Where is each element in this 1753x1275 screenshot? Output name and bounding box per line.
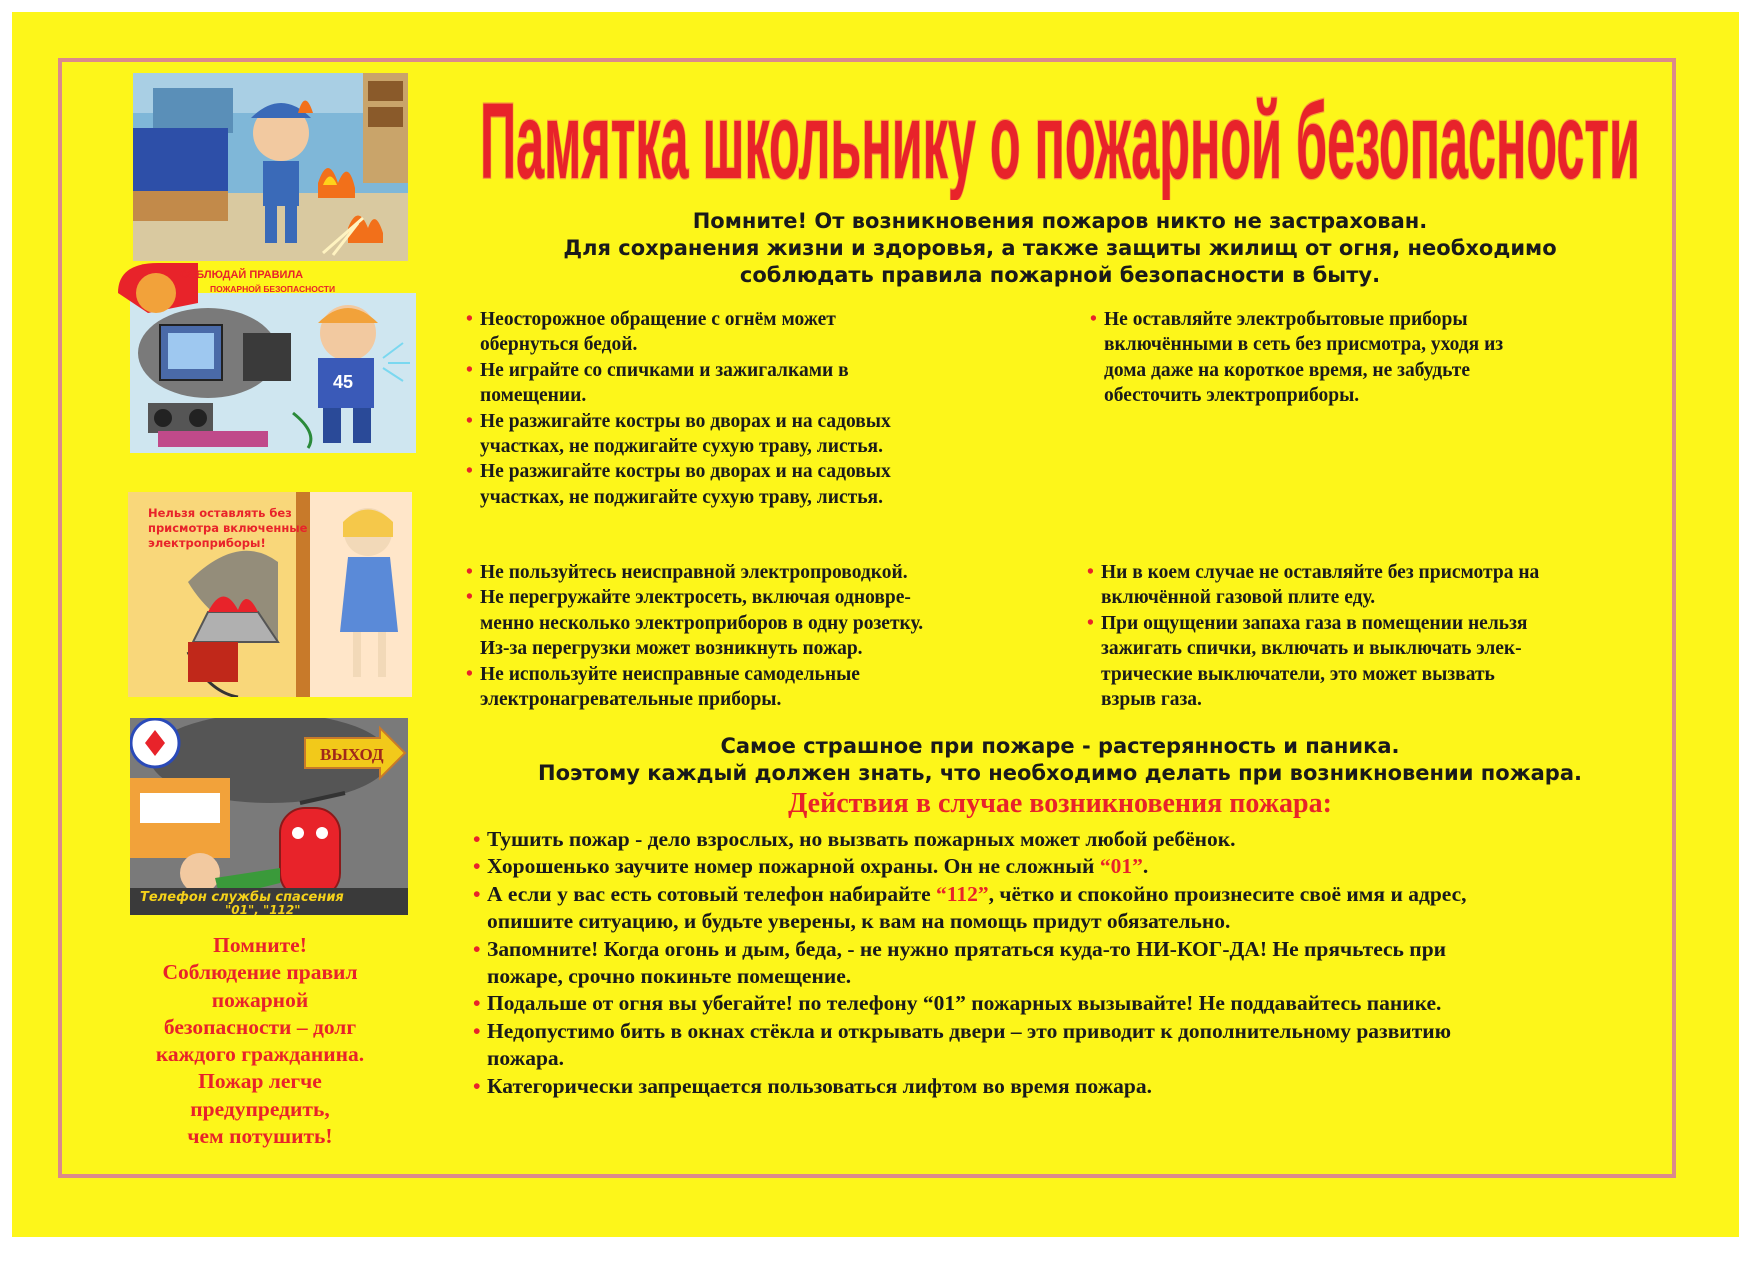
list-item: • Не перегружайте электросеть, включая одновре- менно несколько электроприборов в одну розетку. Из-за перегрузки может возникнуть пожар. [466,585,1026,661]
list-item: • Хорошенько заучите номер пожарной охраны. Он не сложный “01”. [473,853,1653,880]
remember-line: предупредить, [190,1096,330,1121]
intro-text [470,208,1650,289]
list-item: • Подальше от огня вы убегайте! по телефону “01” пожарных вызывайте! Не поддавайтесь панике. [473,990,1653,1017]
remember-line: безопасности – долг [163,1014,357,1039]
remember-line: чем потушить! [187,1124,333,1149]
list-item: • Не используйте неисправные самодельные электронагревательные приборы. [466,662,1026,713]
list-item: • Категорически запрещается пользоваться лифтом во время пожара. [473,1073,1653,1100]
list-item: • Запомните! Когда огонь и дым, беда, - не нужно прятаться куда-то НИ-КОГ-ДА! Не прячьтесь при пожаре, срочно покиньте помещение. [473,936,1653,991]
rules-block-2-right [1087,560,1647,712]
panic-warning [470,733,1650,787]
panic-line-1: Самое страшное при пожаре - растерянность и паника. [720,734,1400,758]
intro-line-3: соблюдать правила пожарной безопасности в быту. [739,263,1381,287]
actions-heading: Действия в случае возникновения пожара: [788,788,1332,819]
illustration-exit-extinguisher [130,718,408,915]
phone-112: “112” [936,881,989,906]
panic-line-2: Поэтому каждый должен знать, что необходимо делать при возникновении пожара. [538,761,1582,785]
list-item: • А если у вас есть сотовый телефон набирайте “112”, чётко и спокойно произнесите своё имя и адрес, опишите ситуацию, и будьте уверены, к вам на помощь придут обязательно. [473,881,1653,936]
list-item: • При ощущении запаха газа в помещении нельзя зажигать спички, включать и выключать элек- трические выключатели, это может вызвать взрыв газа. [1087,611,1647,713]
remember-line: Пожар легче [198,1069,322,1094]
actions-list [473,826,1653,1100]
rules-block-2-left [466,560,1026,712]
illustration-iron-girl [128,492,412,697]
list-item: • Не оставляйте электробытовые приборы включёнными в сеть без присмотра, уходя из дома даже на короткое время, не забудьте обесточить электроприборы. [1090,307,1630,409]
rules-block-1-left [466,307,1026,510]
exit-sign: ВЫХОД [320,745,384,764]
remember-line: Соблюдение правил [162,960,358,985]
rescue-caption-2: "01", "112" [225,903,301,915]
list-item: • Ни в коем случае не оставляйте без присмотра на включённой газовой плите еду. [1087,560,1647,611]
rescue-caption-1: Телефон службы спасения [140,890,344,905]
phone-01: “01” [1099,854,1143,879]
illustration-electric-devices [118,263,416,453]
list-item: • Не играйте со спичками и зажигалками в помещении. [466,358,1026,409]
remember-note [115,932,405,1150]
illustration-room-fire [133,73,408,261]
list-item: • Тушить пожар - дело взрослых, но вызвать пожарных может любой ребёнок. [473,826,1653,853]
poster-title [470,70,1650,200]
rules-label-1: СОБЛЮДАЙ ПРАВИЛА [180,269,304,281]
intro-line-2: Для сохранения жизни и здоровья, а также защиты жилищ от огня, необходимо [563,236,1557,260]
remember-line: Помните! [213,933,307,957]
list-item: • Не пользуйтесь неисправной электропроводкой. [466,560,1026,585]
rules-block-1-right [1090,307,1630,409]
remember-line: пожарной [211,987,309,1012]
list-item: • Не разжигайте костры во дворах и на садовых участках, не поджигайте сухую траву, листья. [466,459,1026,510]
list-item: • Не разжигайте костры во дворах и на садовых участках, не поджигайте сухую траву, листья. [466,409,1026,460]
list-item: • Недопустимо бить в окнах стёкла и открывать двери – это приводит к дополнительному развитию пожара. [473,1018,1653,1073]
remember-line: каждого гражданина. [155,1042,365,1067]
warning-text-2: присмотра включенные [148,521,308,535]
poster-title-text: Памятка школьнику о пожарной безопасности [480,80,1640,200]
rules-label-2: ПОЖАРНОЙ БЕЗОПАСНОСТИ [210,284,336,294]
list-item: • Неосторожное обращение с огнём может обернуться бедой. [466,307,1026,358]
shirt-number: 45 [333,372,354,392]
intro-line-1: Помните! От возникновения пожаров никто не застрахован. [692,209,1428,233]
warning-text-3: электроприборы! [148,536,266,550]
warning-text-1: Нельзя оставлять без [148,506,292,520]
